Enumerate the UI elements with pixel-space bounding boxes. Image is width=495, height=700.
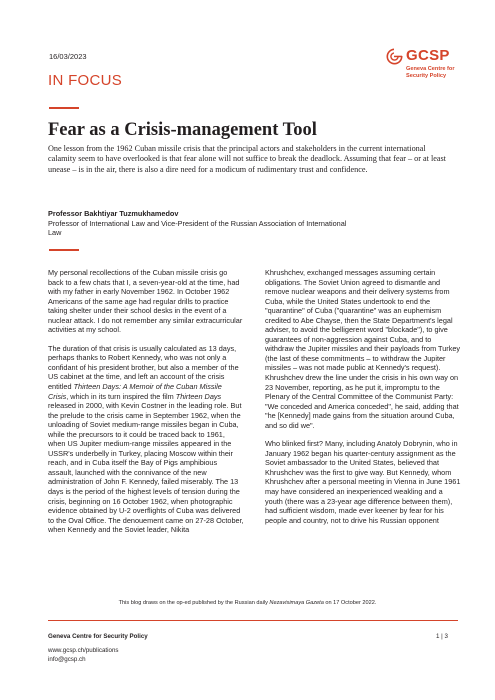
body-column-left <box>48 268 244 544</box>
footer-divider <box>48 620 458 621</box>
author-name: Professor Bakhtiyar Tuzmukhamedov <box>48 209 179 218</box>
author-divider <box>49 249 79 251</box>
source-footnote <box>0 600 495 606</box>
publication-date: 16/03/2023 <box>49 52 87 61</box>
footer-website-link[interactable]: www.gcsp.ch/publications <box>48 647 119 654</box>
body-paragraph: My personal recollections of the Cuban missile crisis go back to a few chats that I, a seven-year-old at the time, had with my father in early November 1962. In October 1962 Americans of the same age had regular drills to practice taking shelter under their school desks in the event of a nuclear attack. I do not remember any similar extracurricular activities at my school. <box>48 268 243 335</box>
logo-subtitle-line-1: Geneva Centre for <box>406 66 455 72</box>
paragraph-text: released in 2000, with Kevin Costner in the leading role. But the prelude to the crisis came in September 1962, when the unloading of Soviet medium-range missiles began in Cuba, while the precursors to it could be traced back to 1961, when US Jupiter medium-range missiles appeared in the USSR's underbelly in Turkey, placing Moscow within their reach, and in Cuba itself the Bay of Pigs amphibious assault, launched with the connivance of the new administration of John F. Kennedy, failed miserably. The 13 days is the period of the highest levels of tension during the crisis, beginning on 16 October 1962, when photographic evidence obtained by U-2 overflights of Cuba was delivered to the Oval Office. The denouement came on 27-28 October, when Kennedy and the Soviet leader, Nikita <box>48 401 244 535</box>
paragraph-text: , which in its turn inspired the film <box>66 391 176 401</box>
section-label: IN FOCUS <box>48 72 123 89</box>
footer-organization: Geneva Centre for Security Policy <box>48 633 148 640</box>
newspaper-name: Nezavisimaya Gazeta <box>269 600 324 606</box>
footnote-text: This blog draws on the op-ed published by the Russian daily <box>118 600 270 606</box>
body-paragraph: Khrushchev, exchanged messages assuming certain obligations. The Soviet Union agreed to dismantle and remove nuclear weapons and their delivery systems from Cuba, while the United States undertook to end the "quarantine" of Cuba ("quarantine" was an euphemism credited to Abe Chayse, then the State Department's legal adviser, to avoid the belligerent word "blockade"), to give guarantees of non-aggression against Cuba, and to withdraw the Jupiter missiles and their payloads from Turkey (the last of these commitments – to withdraw the Jupiter missiles – was not made public at Kennedy's request). Khrushchev drew the line under the crisis in his own way on 23 November, reporting, as he put it, impromptu to the Plenary of the Central Committee of the Communist Party: "We conceded and America conceded", he said, adding that "he [Kennedy] made gains from the situation around Cuba, and so did we". <box>265 268 461 430</box>
gcsp-logo-mark-icon <box>386 48 403 65</box>
section-divider <box>49 107 79 109</box>
gcsp-logo[interactable] <box>386 47 458 87</box>
body-paragraph <box>48 344 244 535</box>
book-title: Thirteen Days: A Memoir of the Cuban Missile Crisis <box>48 382 222 401</box>
body-paragraph: Who blinked first? Many, including Anatoly Dobrynin, who in January 1962 began his quarter-century assignment as the Soviet ambassador to the United States, believed that Khrushchev was the first to give way. But Kennedy, whom Khrushchev after a personal meeting in Vienna in June 1961 may have considered an inexperienced weakling and a youth (there was a 23-year age difference between them), had sufficient wisdom, made ever keener by fear for his people and country, not to drive his Russian opponent <box>265 439 461 525</box>
logo-wordmark: GCSP <box>406 47 450 64</box>
body-column-right <box>265 268 461 534</box>
footnote-text: on 17 October 2022. <box>323 600 377 606</box>
author-role: Professor of International Law and Vice-President of the Russian Association of International Law <box>48 219 347 238</box>
footer-email-link[interactable]: info@gcsp.ch <box>48 656 86 663</box>
page-number: 1 | 3 <box>436 633 448 640</box>
logo-subtitle-line-2: Security Policy <box>406 72 447 79</box>
article-title: Fear as a Crisis-management Tool <box>48 120 317 140</box>
logo-subtitle <box>406 66 455 80</box>
paragraph-text: The duration of that crisis is usually calculated as 13 days, perhaps thanks to Robert Kennedy, who was not only a confidant of his president brother, but also a member of the US cabinet at the time, and left an account of the crisis entitled <box>48 343 239 392</box>
article-lead: One lesson from the 1962 Cuban missile crisis that the principal actors and stakeholders in the current international calamity seem to have overlooked is that fear alone will not suffice to break the deadlock. Assuming that fear – or at least unease – is in the air, there is also a dire need for a modicum of rudimentary trust and confidence. <box>48 144 446 174</box>
film-title: Thirteen Days <box>175 391 222 401</box>
